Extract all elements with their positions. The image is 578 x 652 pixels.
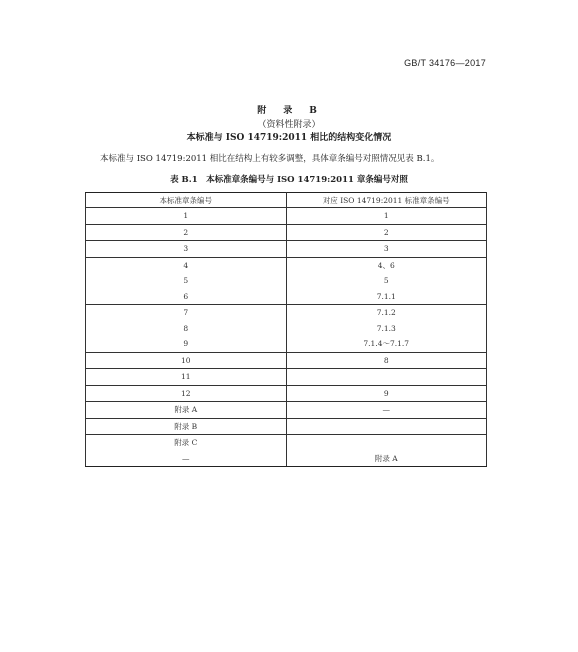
cell-iso: 8 [286,352,487,369]
annex-label: 附 录 B [257,106,321,116]
cell-this-standard: 附录 C [86,435,287,451]
cell-iso: 2 [286,224,487,241]
cell-this-standard: 附录 A [86,402,287,419]
correspondence-table [85,192,487,467]
table-row [86,321,487,337]
table-row [86,385,487,402]
table-row [86,402,487,419]
cell-iso [286,418,487,435]
annex-title: 本标准与 ISO 14719:2011 相比的结构变化情况 [186,133,392,143]
table-header-row [86,193,487,208]
cell-iso: 7.1.4～7.1.7 [286,336,487,352]
table-row [86,369,487,386]
cell-this-standard: 11 [86,369,287,386]
table-row [86,208,487,225]
cell-iso: 附录 A [286,451,487,467]
cell-iso: — [286,402,487,419]
intro-paragraph: 本标准与 ISO 14719:2011 相比在结构上有较多调整，具体章条编号对照情况见表 B.1。 [100,154,440,164]
table-row [86,289,487,305]
table-row [86,257,487,273]
standard-code: GB/T 34176—2017 [404,58,486,68]
table-row [86,224,487,241]
table-row [86,418,487,435]
cell-this-standard: — [86,451,287,467]
table-caption: 表 B.1 本标准章条编号与 ISO 14719:2011 章条编号对照 [170,175,408,185]
table-row [86,336,487,352]
table-row [86,241,487,258]
cell-this-standard: 7 [86,305,287,321]
cell-iso: 7.1.2 [286,305,487,321]
cell-iso: 1 [286,208,487,225]
table-row [86,305,487,321]
cell-this-standard: 2 [86,224,287,241]
column-header-this-standard: 本标准章条编号 [86,193,287,208]
cell-this-standard: 5 [86,273,287,289]
cell-iso: 7.1.1 [286,289,487,305]
cell-iso [286,435,487,451]
cell-iso: 9 [286,385,487,402]
cell-this-standard: 12 [86,385,287,402]
column-header-iso: 对应 ISO 14719:2011 标准章条编号 [286,193,487,208]
cell-this-standard: 3 [86,241,287,258]
cell-iso [286,369,487,386]
annex-nature: （资料性附录） [257,120,321,130]
cell-this-standard: 10 [86,352,287,369]
cell-iso: 3 [286,241,487,258]
table-row [86,451,487,467]
cell-iso: 5 [286,273,487,289]
cell-iso: 4、6 [286,257,487,273]
cell-this-standard: 6 [86,289,287,305]
table-row [86,352,487,369]
cell-this-standard: 4 [86,257,287,273]
cell-this-standard: 8 [86,321,287,337]
cell-this-standard: 附录 B [86,418,287,435]
cell-iso: 7.1.3 [286,321,487,337]
table-row [86,273,487,289]
table-row [86,435,487,451]
cell-this-standard: 1 [86,208,287,225]
cell-this-standard: 9 [86,336,287,352]
